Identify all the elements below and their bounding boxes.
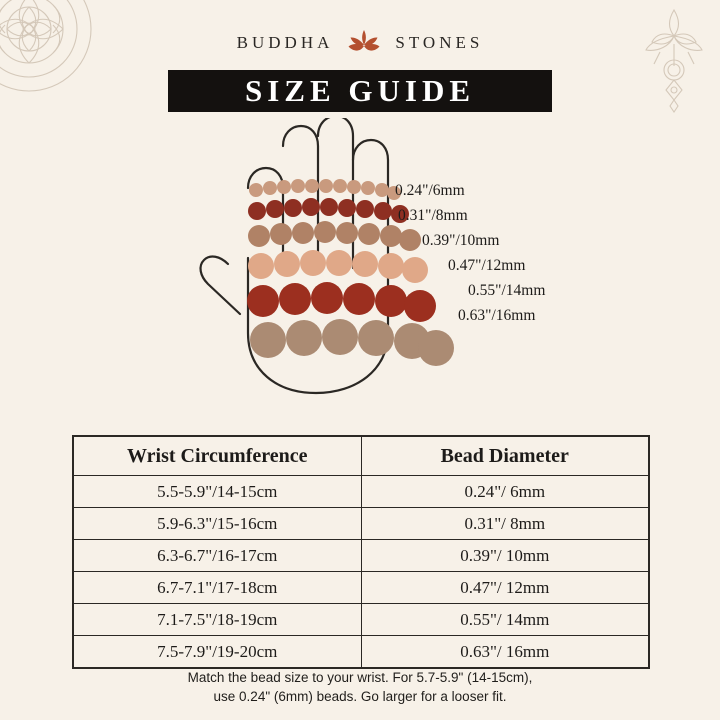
table-row [74, 476, 649, 508]
table-row [74, 540, 649, 572]
cell-wrist: 6.3-6.7"/16-17cm [74, 540, 362, 572]
cell-wrist: 6.7-7.1"/17-18cm [74, 572, 362, 604]
brand-name-right: STONES [395, 33, 484, 52]
footnote [0, 668, 720, 706]
cell-bead: 0.55"/ 14mm [361, 604, 649, 636]
bead-label: 0.55"/14mm [468, 282, 546, 299]
hand-illustration [120, 118, 600, 418]
table-row [74, 636, 649, 668]
bead-size-labels [395, 178, 625, 328]
table-header-row [74, 437, 649, 476]
page-title: SIZE GUIDE [244, 73, 476, 108]
cell-bead: 0.31"/ 8mm [361, 508, 649, 540]
cell-wrist: 7.1-7.5"/18-19cm [74, 604, 362, 636]
cell-bead: 0.47"/ 12mm [361, 572, 649, 604]
bead-label: 0.63"/16mm [458, 307, 536, 324]
cell-bead: 0.39"/ 10mm [361, 540, 649, 572]
column-header-bead: Bead Diameter [361, 437, 649, 476]
bead-label: 0.24"/6mm [395, 182, 465, 199]
size-table-container [72, 435, 650, 669]
brand-header [0, 26, 720, 60]
bead-label: 0.47"/12mm [448, 257, 526, 274]
brand-name-left: BUDDHA [236, 33, 334, 52]
table-row [74, 604, 649, 636]
lotus-icon [347, 26, 381, 60]
cell-wrist: 7.5-7.9"/19-20cm [74, 636, 362, 668]
table-row [74, 508, 649, 540]
footnote-line-2: use 0.24" (6mm) beads. Go larger for a looser fit. [213, 689, 507, 704]
size-table [73, 436, 649, 668]
cell-wrist: 5.9-6.3"/15-16cm [74, 508, 362, 540]
mandala-decoration-top-right [638, 6, 710, 116]
cell-bead: 0.63"/ 16mm [361, 636, 649, 668]
column-header-wrist: Wrist Circumference [74, 437, 362, 476]
title-banner [168, 70, 552, 112]
bead-label: 0.39"/10mm [422, 232, 500, 249]
bead-label: 0.31"/8mm [398, 207, 468, 224]
footnote-line-1: Match the bead size to your wrist. For 5.7-5.9" (14-15cm), [187, 670, 533, 685]
cell-wrist: 5.5-5.9"/14-15cm [74, 476, 362, 508]
cell-bead: 0.24"/ 6mm [361, 476, 649, 508]
table-row [74, 572, 649, 604]
